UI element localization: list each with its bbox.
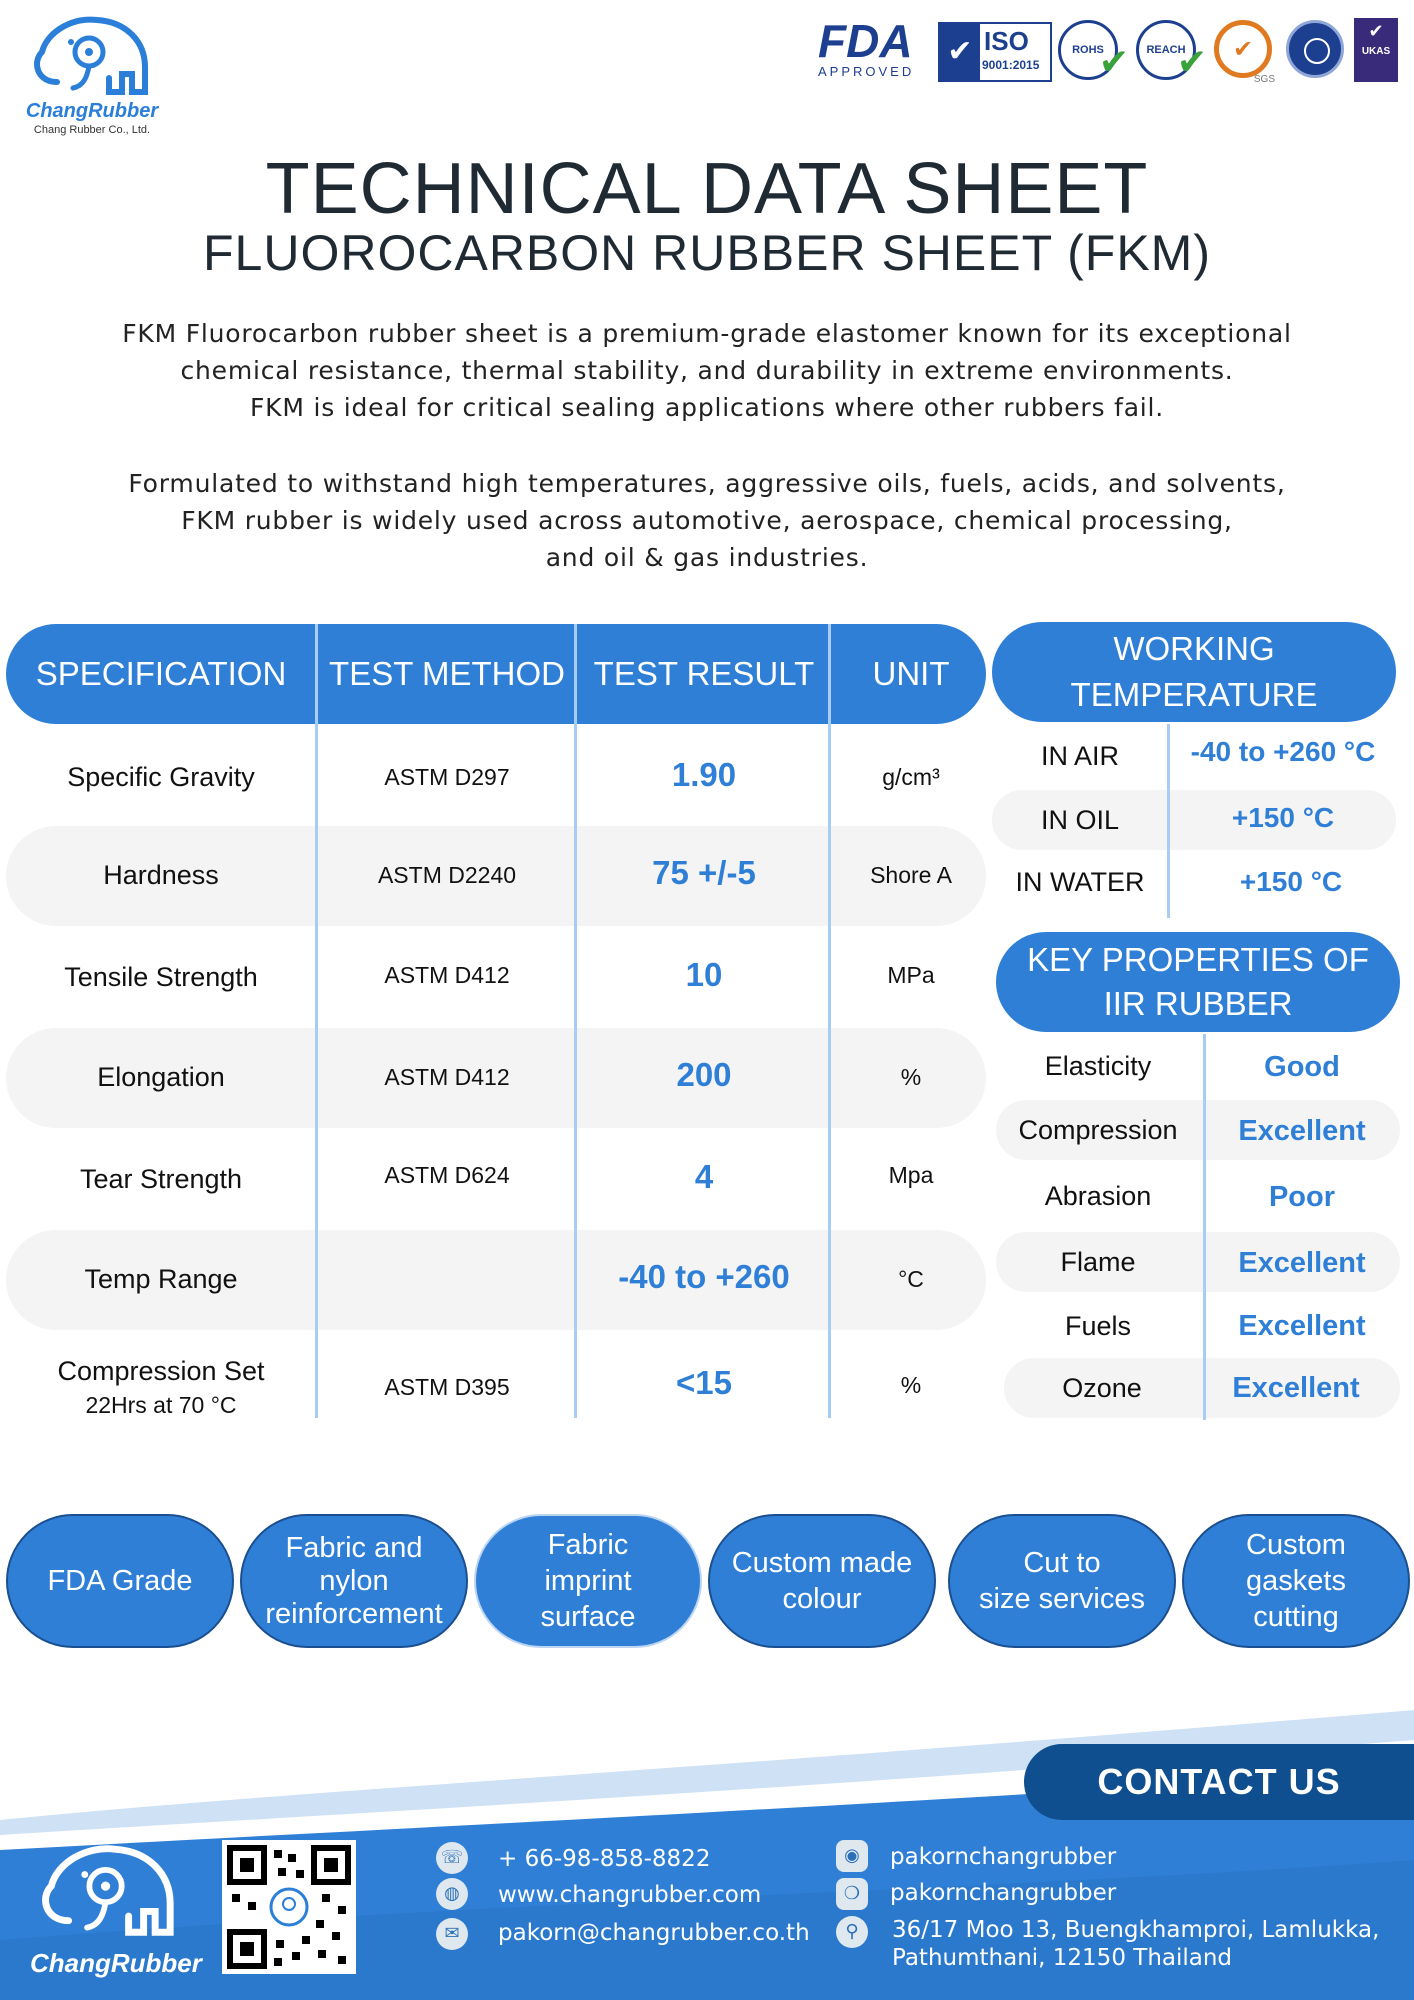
spec-name: Elongation (97, 1062, 225, 1092)
iso-text: ISO (984, 26, 1029, 56)
logo-company-text: Chang Rubber Co., Ltd. (33, 124, 151, 136)
header-unit: UNIT (872, 655, 950, 692)
kp-title-line1: KEY PROPERTIES OF (1027, 941, 1369, 978)
wt-value: +150 °C (1239, 866, 1343, 897)
ukas-check-icon: ✔ (1368, 21, 1384, 42)
kp-title-line2: IIR RUBBER (1103, 985, 1293, 1022)
rohs-text: ROHS (1072, 44, 1104, 56)
page-title: TECHNICAL DATA SHEET (265, 149, 1149, 229)
key-property-row (996, 1100, 1400, 1160)
footer-logo (30, 1838, 202, 1988)
iso-badge (938, 22, 1052, 82)
wt-label: IN WATER (1015, 867, 1145, 897)
header-test-method: TEST METHOD (329, 655, 565, 692)
key-properties-header (996, 932, 1400, 1032)
rohs-badge (1058, 20, 1129, 83)
spec-result: 10 (685, 956, 723, 993)
kp-value: Excellent (1238, 1310, 1366, 1342)
kp-value: Good (1264, 1051, 1340, 1083)
contact-us-banner: CONTACT US (1024, 1744, 1414, 1820)
column-divider (315, 624, 318, 1418)
working-temp-row (992, 790, 1396, 850)
working-temp-row (992, 852, 1396, 912)
spec-name: Tear Strength (79, 1164, 243, 1194)
sgs-check-icon: ✔ (1232, 35, 1254, 63)
column-divider (574, 624, 577, 1418)
spec-result: 4 (694, 1158, 714, 1195)
qr-code-graphic (222, 1840, 356, 1974)
phone-icon: ☏ (436, 1842, 468, 1874)
header-specification: SPECIFICATION (35, 655, 287, 692)
wt-label: IN OIL (1040, 805, 1120, 835)
iso-check-icon: ✔ (940, 24, 980, 80)
kp-label: Ozone (1062, 1373, 1142, 1403)
spec-unit: MPa (887, 962, 935, 988)
feature-line: FDA Grade (47, 1564, 193, 1597)
spec-unit: °C (898, 1266, 924, 1292)
kp-label: Elasticity (1044, 1051, 1152, 1081)
fda-badge (818, 15, 926, 82)
feature-line: size services (979, 1583, 1145, 1615)
intro-line: Formulated to withstand high temperatures, aggressive oils, fuels, acids, and solvents, (128, 469, 1286, 498)
table-row (6, 728, 986, 828)
header-test-result: TEST RESULT (593, 655, 815, 692)
column-divider (828, 624, 831, 1418)
contact-email[interactable]: pakorn@changrubber.co.th (498, 1920, 810, 1946)
feature-line: Custom made (731, 1547, 913, 1579)
wt-title-line2: TEMPERATURE (1070, 676, 1318, 713)
table-row (6, 1230, 986, 1330)
key-property-row (996, 1296, 1400, 1356)
contact-phone[interactable]: + 66-98-858-8822 (498, 1846, 711, 1872)
contact-website[interactable]: www.changrubber.com (498, 1882, 762, 1908)
spec-result: 200 (676, 1056, 732, 1093)
kp-label: Abrasion (1044, 1181, 1152, 1211)
iso-number-text: 9001:2015 (982, 58, 1040, 72)
feature-custom-gaskets-cutting (1182, 1514, 1410, 1648)
table-row (6, 1130, 986, 1230)
sgs-text: SGS (1253, 74, 1275, 85)
kp-value: Excellent (1238, 1115, 1366, 1147)
rohs-check-icon: ✔ (1098, 42, 1129, 83)
spec-name: Tensile Strength (64, 962, 258, 992)
iso-seal-badge (1286, 20, 1344, 78)
spec-unit: % (900, 1372, 922, 1398)
address-line2: Pathumthani, 12150 Thailand (892, 1945, 1233, 1971)
contact-line-id[interactable]: pakornchangrubber (890, 1844, 1117, 1870)
feature-line: nylon (319, 1564, 389, 1597)
company-logo (22, 12, 172, 142)
reach-text: REACH (1146, 44, 1186, 56)
kp-value: Poor (1268, 1181, 1336, 1213)
intro-line: and oil & gas industries. (545, 543, 869, 572)
elephant-logo-icon (27, 12, 157, 104)
wt-value: -40 to +260 °C (1190, 736, 1376, 767)
ukas-badge (1354, 18, 1398, 82)
intro-line: chemical resistance, thermal stability, and durability in extreme environments. (180, 356, 1234, 385)
fda-text: FDA (818, 15, 913, 67)
kp-label: Compression (1018, 1115, 1178, 1145)
globe-icon: ◍ (436, 1878, 468, 1910)
wt-title-line1: WORKING (1113, 630, 1275, 667)
table-row (6, 928, 986, 1028)
working-temperature-header (992, 622, 1396, 722)
contact-wechat-id[interactable]: pakornchangrubber (890, 1880, 1117, 1906)
ukas-text: UKAS (1361, 46, 1391, 57)
feature-line: gaskets (1246, 1565, 1346, 1597)
feature-line: colour (782, 1583, 862, 1615)
spec-result: -40 to +260 (618, 1258, 790, 1295)
kp-label: Flame (1060, 1247, 1136, 1277)
address-line1: 36/17 Moo 13, Buengkhamproi, Lamlukka, (892, 1917, 1380, 1943)
column-divider (1167, 724, 1170, 918)
feature-line: cutting (1253, 1601, 1339, 1633)
spec-name (6, 1354, 316, 1422)
table-row (6, 826, 986, 926)
key-property-row (996, 1232, 1400, 1292)
reach-check-icon: ✔ (1176, 42, 1207, 83)
key-property-row (996, 1036, 1400, 1096)
feature-fabric-imprint-surface (474, 1514, 702, 1648)
spec-name-line2: 22Hrs at 70 °C (85, 1392, 237, 1418)
qr-code-icon[interactable] (222, 1840, 356, 1974)
feature-fda-grade (6, 1514, 234, 1648)
wt-label: IN AIR (1040, 741, 1120, 771)
kp-value: Excellent (1238, 1247, 1366, 1279)
feature-cut-to-size (948, 1514, 1176, 1648)
key-property-row (1004, 1358, 1400, 1418)
page-subtitle: FLUOROCARBON RUBBER SHEET (FKM) (203, 225, 1211, 281)
kp-label: Fuels (1064, 1311, 1132, 1341)
spec-unit: Mpa (888, 1162, 934, 1188)
key-property-row (996, 1166, 1400, 1226)
elephant-logo-icon (34, 1838, 184, 1948)
mail-icon: ✉ (436, 1918, 468, 1950)
spec-method: ASTM D412 (384, 1064, 510, 1090)
feature-fabric-nylon-reinforcement (240, 1514, 468, 1648)
spec-name: Temp Range (84, 1264, 238, 1294)
spec-table-header (6, 624, 986, 724)
spec-unit: g/cm³ (882, 764, 940, 790)
spec-name: Specific Gravity (67, 762, 255, 792)
kp-value: Excellent (1232, 1372, 1360, 1404)
intro-line: FKM rubber is widely used across automotive, aerospace, chemical processing, (181, 506, 1233, 535)
table-row (6, 1028, 986, 1128)
feature-line: surface (540, 1601, 636, 1633)
spec-unit: Shore A (870, 862, 952, 888)
intro-line: FKM Fluorocarbon rubber sheet is a premium-grade elastomer known for its exceptional (122, 319, 1292, 348)
table-row (6, 1334, 986, 1434)
intro-paragraph-2 (60, 465, 1354, 576)
spec-method: ASTM D395 (384, 1374, 510, 1400)
logo-brand-text: ChangRubber (25, 100, 159, 122)
spec-name: Hardness (103, 860, 219, 890)
working-temp-row (992, 726, 1396, 786)
certification-logos (818, 15, 1398, 86)
footer-brand-text: ChangRubber (30, 1948, 202, 1978)
feature-line: reinforcement (265, 1597, 443, 1630)
line-icon: ◉ (836, 1840, 868, 1872)
feature-line: Custom (1246, 1529, 1346, 1561)
contact-address (892, 1916, 1379, 1972)
sgs-badge (1214, 20, 1275, 85)
spec-result: 75 +/-5 (652, 854, 756, 891)
column-divider (1203, 1034, 1206, 1420)
seal-emblem-icon (1304, 38, 1330, 64)
fda-approved-text: APPROVED (818, 64, 915, 79)
wt-value: +150 °C (1231, 802, 1335, 833)
feature-line: Fabric and (285, 1531, 423, 1564)
spec-method: ASTM D412 (384, 962, 510, 988)
spec-result: <15 (676, 1364, 732, 1401)
wechat-icon: ❍ (836, 1878, 868, 1910)
feature-line: imprint (544, 1565, 632, 1597)
feature-custom-made-colour (708, 1514, 936, 1648)
location-pin-icon: ⚲ (836, 1916, 868, 1948)
intro-paragraph-1 (60, 315, 1354, 426)
feature-line: Cut to (1023, 1547, 1101, 1579)
spec-result: 1.90 (671, 756, 737, 793)
spec-method: ASTM D624 (384, 1162, 510, 1188)
reach-badge (1136, 20, 1207, 83)
intro-line: FKM is ideal for critical sealing applications where other rubbers fail. (249, 393, 1165, 422)
spec-name-line1: Compression Set (57, 1356, 265, 1386)
spec-method: ASTM D2240 (377, 862, 517, 888)
spec-unit: % (900, 1064, 922, 1090)
feature-line: Fabric (547, 1529, 629, 1561)
spec-method: ASTM D297 (384, 764, 510, 790)
